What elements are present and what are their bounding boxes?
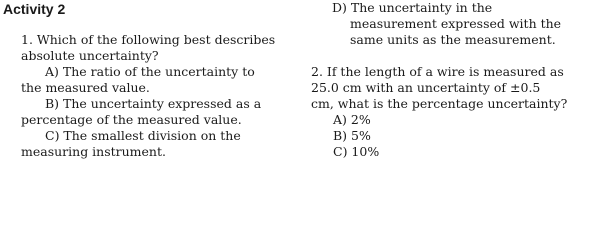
question-1-option-b-line-2: percentage of the measured value.	[21, 112, 242, 127]
question-1-option-c-line-1: C) The smallest division on the	[45, 128, 241, 143]
question-2-option-b: B) 5%	[333, 128, 371, 143]
question-1-option-a-line-2: the measured value.	[21, 80, 150, 95]
question-1-option-a-line-1: A) The ratio of the uncertainty to	[45, 64, 255, 79]
question-1-stem-line-2: absolute uncertainty?	[21, 48, 159, 63]
question-1-option-c-line-2: measuring instrument.	[21, 144, 166, 159]
question-2-stem-line-3: cm, what is the percentage uncertainty?	[311, 96, 568, 111]
question-2-stem-line-2: 25.0 cm with an uncertainty of ±0.5	[311, 80, 541, 95]
question-2-stem-line-1: 2. If the length of a wire is measured as	[311, 64, 564, 79]
question-1-option-d-line-3: same units as the measurement.	[350, 32, 556, 47]
question-1-option-d-line-1: D) The uncertainty in the	[332, 0, 493, 15]
question-2-option-c: C) 10%	[333, 144, 380, 159]
question-1-option-d-line-2: measurement expressed with the	[350, 16, 562, 31]
question-2-option-a: A) 2%	[333, 112, 371, 127]
activity-title: Activity 2	[3, 1, 66, 17]
question-1-option-b-line-1: B) The uncertainty expressed as a	[45, 96, 262, 111]
question-1-stem-line-1: 1. Which of the following best describes	[21, 32, 276, 47]
